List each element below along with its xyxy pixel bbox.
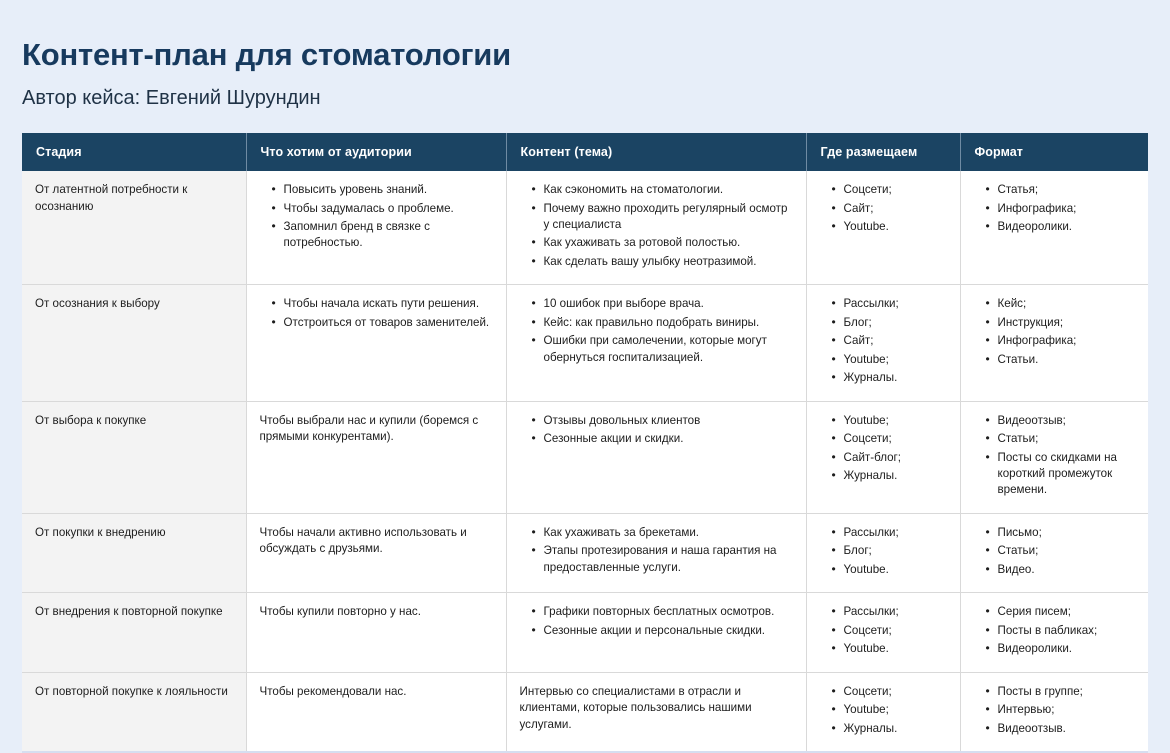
format-list: [974, 296, 1136, 368]
table-row: [22, 285, 1148, 401]
list-item: • Видеоотзыв.: [988, 721, 1136, 737]
list-item: • Посты в пабликах;: [988, 623, 1136, 639]
list-item: • Рассылки;: [834, 296, 947, 312]
cell-goal: [246, 285, 506, 401]
cell-placement: [806, 171, 960, 285]
content-list: [520, 525, 793, 576]
cell-format: [960, 285, 1148, 401]
list-item: • Видеоотзыв;: [988, 413, 1136, 429]
list-item: • Статьи;: [988, 543, 1136, 559]
cell-stage: От повторной покупке к лояльности: [22, 672, 246, 751]
list-item: • Сезонные акции и скидки.: [534, 431, 793, 447]
list-item: • Соцсети;: [834, 182, 947, 198]
list-item: • Сезонные акции и персональные скидки.: [534, 623, 793, 639]
column-header-stage: Стадия: [22, 133, 246, 171]
cell-placement: [806, 513, 960, 592]
cell-goal: [246, 171, 506, 285]
content-plan-table-wrapper: [22, 133, 1148, 753]
list-item: • Соцсети;: [834, 684, 947, 700]
list-item: • Графики повторных бесплатных осмотров.: [534, 604, 793, 620]
cell-stage: От осознания к выбору: [22, 285, 246, 401]
list-item: • Повысить уровень знаний.: [274, 182, 493, 198]
format-list: [974, 413, 1136, 499]
cell-goal: [246, 513, 506, 592]
goal-text: Чтобы купили повторно у нас.: [259, 605, 421, 619]
list-item: • Инструкция;: [988, 315, 1136, 331]
table-row: [22, 171, 1148, 285]
list-item: • Посты со скидками на короткий промежуток времени.: [988, 450, 1136, 499]
list-item: • Кейс;: [988, 296, 1136, 312]
column-header-format: Формат: [960, 133, 1148, 171]
column-header-content: Контент (тема): [506, 133, 806, 171]
cell-goal: [246, 401, 506, 513]
list-item: • Сайт;: [834, 333, 947, 349]
table-row: [22, 593, 1148, 672]
list-item: • Соцсети;: [834, 431, 947, 447]
list-item: • Сайт-блог;: [834, 450, 947, 466]
list-item: • Соцсети;: [834, 623, 947, 639]
list-item: • Рассылки;: [834, 604, 947, 620]
list-item: • Этапы протезирования и наша гарантия на предоставленные услуги.: [534, 543, 793, 576]
table-header-row: [22, 133, 1148, 171]
list-item: • Ошибки при самолечении, которые могут обернуться госпитализацией.: [534, 333, 793, 366]
placement-list: [820, 296, 947, 386]
list-item: • Видеоролики.: [988, 641, 1136, 657]
list-item: • Чтобы начала искать пути решения.: [274, 296, 493, 312]
content-list: [520, 604, 793, 639]
table-header: [22, 133, 1148, 171]
list-item: • Рассылки;: [834, 525, 947, 541]
list-item: • Статьи.: [988, 352, 1136, 368]
goal-text: Чтобы рекомендовали нас.: [259, 684, 407, 698]
list-item: • Сайт;: [834, 201, 947, 217]
content-text: Интервью со специалистами в отрасли и клиентами, которые пользовались нашими услугами.: [519, 684, 752, 731]
list-item: • Журналы.: [834, 468, 947, 484]
cell-content: [506, 672, 806, 751]
column-header-goal: Что хотим от аудитории: [246, 133, 506, 171]
cell-goal: [246, 672, 506, 751]
goal-text: Чтобы начали активно использовать и обсуждать с друзьями.: [259, 525, 467, 556]
cell-content: [506, 513, 806, 592]
cell-stage: От покупки к внедрению: [22, 513, 246, 592]
list-item: • Видео.: [988, 562, 1136, 578]
list-item: • Журналы.: [834, 370, 947, 386]
format-list: [974, 525, 1136, 578]
list-item: • Статья;: [988, 182, 1136, 198]
table-body: [22, 171, 1148, 751]
cell-format: [960, 401, 1148, 513]
list-item: • Почему важно проходить регулярный осмотр у специалиста: [534, 201, 793, 234]
goal-list: [260, 296, 493, 331]
list-item: • Инфографика;: [988, 201, 1136, 217]
list-item: • Посты в группе;: [988, 684, 1136, 700]
list-item: • Запомнил бренд в связке с потребностью.: [274, 219, 493, 252]
cell-content: [506, 171, 806, 285]
cell-content: [506, 285, 806, 401]
content-list: [520, 182, 793, 270]
list-item: • Чтобы задумалась о проблеме.: [274, 201, 493, 217]
table-row: [22, 513, 1148, 592]
cell-content: [506, 593, 806, 672]
list-item: • Статьи;: [988, 431, 1136, 447]
cell-content: [506, 401, 806, 513]
column-header-placement: Где размещаем: [806, 133, 960, 171]
list-item: • Как ухаживать за брекетами.: [534, 525, 793, 541]
list-item: • Инфографика;: [988, 333, 1136, 349]
content-plan-table: [22, 133, 1148, 751]
page-title: Контент-план для стоматологии: [22, 37, 511, 72]
list-item: • Отзывы довольных клиентов: [534, 413, 793, 429]
list-item: • Кейс: как правильно подобрать виниры.: [534, 315, 793, 331]
header: [0, 0, 1170, 110]
list-item: • Как сэкономить на стоматологии.: [534, 182, 793, 198]
cell-stage: От латентной потребности к осознанию: [22, 171, 246, 285]
cell-placement: [806, 285, 960, 401]
cell-format: [960, 171, 1148, 285]
cell-stage: От внедрения к повторной покупке: [22, 593, 246, 672]
cell-format: [960, 672, 1148, 751]
cell-placement: [806, 672, 960, 751]
cell-format: [960, 513, 1148, 592]
placement-list: [820, 525, 947, 578]
list-item: • Письмо;: [988, 525, 1136, 541]
list-item: • Youtube;: [834, 702, 947, 718]
content-list: [520, 413, 793, 448]
placement-list: [820, 182, 947, 235]
list-item: • Видеоролики.: [988, 219, 1136, 235]
table-row: [22, 672, 1148, 751]
list-item: • Серия писем;: [988, 604, 1136, 620]
table-row: [22, 401, 1148, 513]
list-item: • Как ухаживать за ротовой полостью.: [534, 235, 793, 251]
format-list: [974, 684, 1136, 737]
list-item: • Блог;: [834, 543, 947, 559]
content-list: [520, 296, 793, 366]
format-list: [974, 182, 1136, 235]
list-item: • Отстроиться от товаров заменителей.: [274, 315, 493, 331]
cell-format: [960, 593, 1148, 672]
cell-goal: [246, 593, 506, 672]
list-item: • 10 ошибок при выборе врача.: [534, 296, 793, 312]
cell-placement: [806, 593, 960, 672]
list-item: • Youtube.: [834, 562, 947, 578]
goal-list: [260, 182, 493, 252]
list-item: • Как сделать вашу улыбку неотразимой.: [534, 254, 793, 270]
list-item: • Блог;: [834, 315, 947, 331]
list-item: • Youtube;: [834, 352, 947, 368]
placement-list: [820, 684, 947, 737]
cell-stage: От выбора к покупке: [22, 401, 246, 513]
cell-placement: [806, 401, 960, 513]
goal-text: Чтобы выбрали нас и купили (боремся с прямыми конкурентами).: [259, 413, 479, 444]
placement-list: [820, 413, 947, 485]
format-list: [974, 604, 1136, 657]
list-item: • Youtube.: [834, 219, 947, 235]
list-item: • Журналы.: [834, 721, 947, 737]
list-item: • Интервью;: [988, 702, 1136, 718]
author-line: Автор кейса: Евгений Шурундин: [22, 87, 321, 110]
list-item: • Youtube;: [834, 413, 947, 429]
placement-list: [820, 604, 947, 657]
list-item: • Youtube.: [834, 641, 947, 657]
